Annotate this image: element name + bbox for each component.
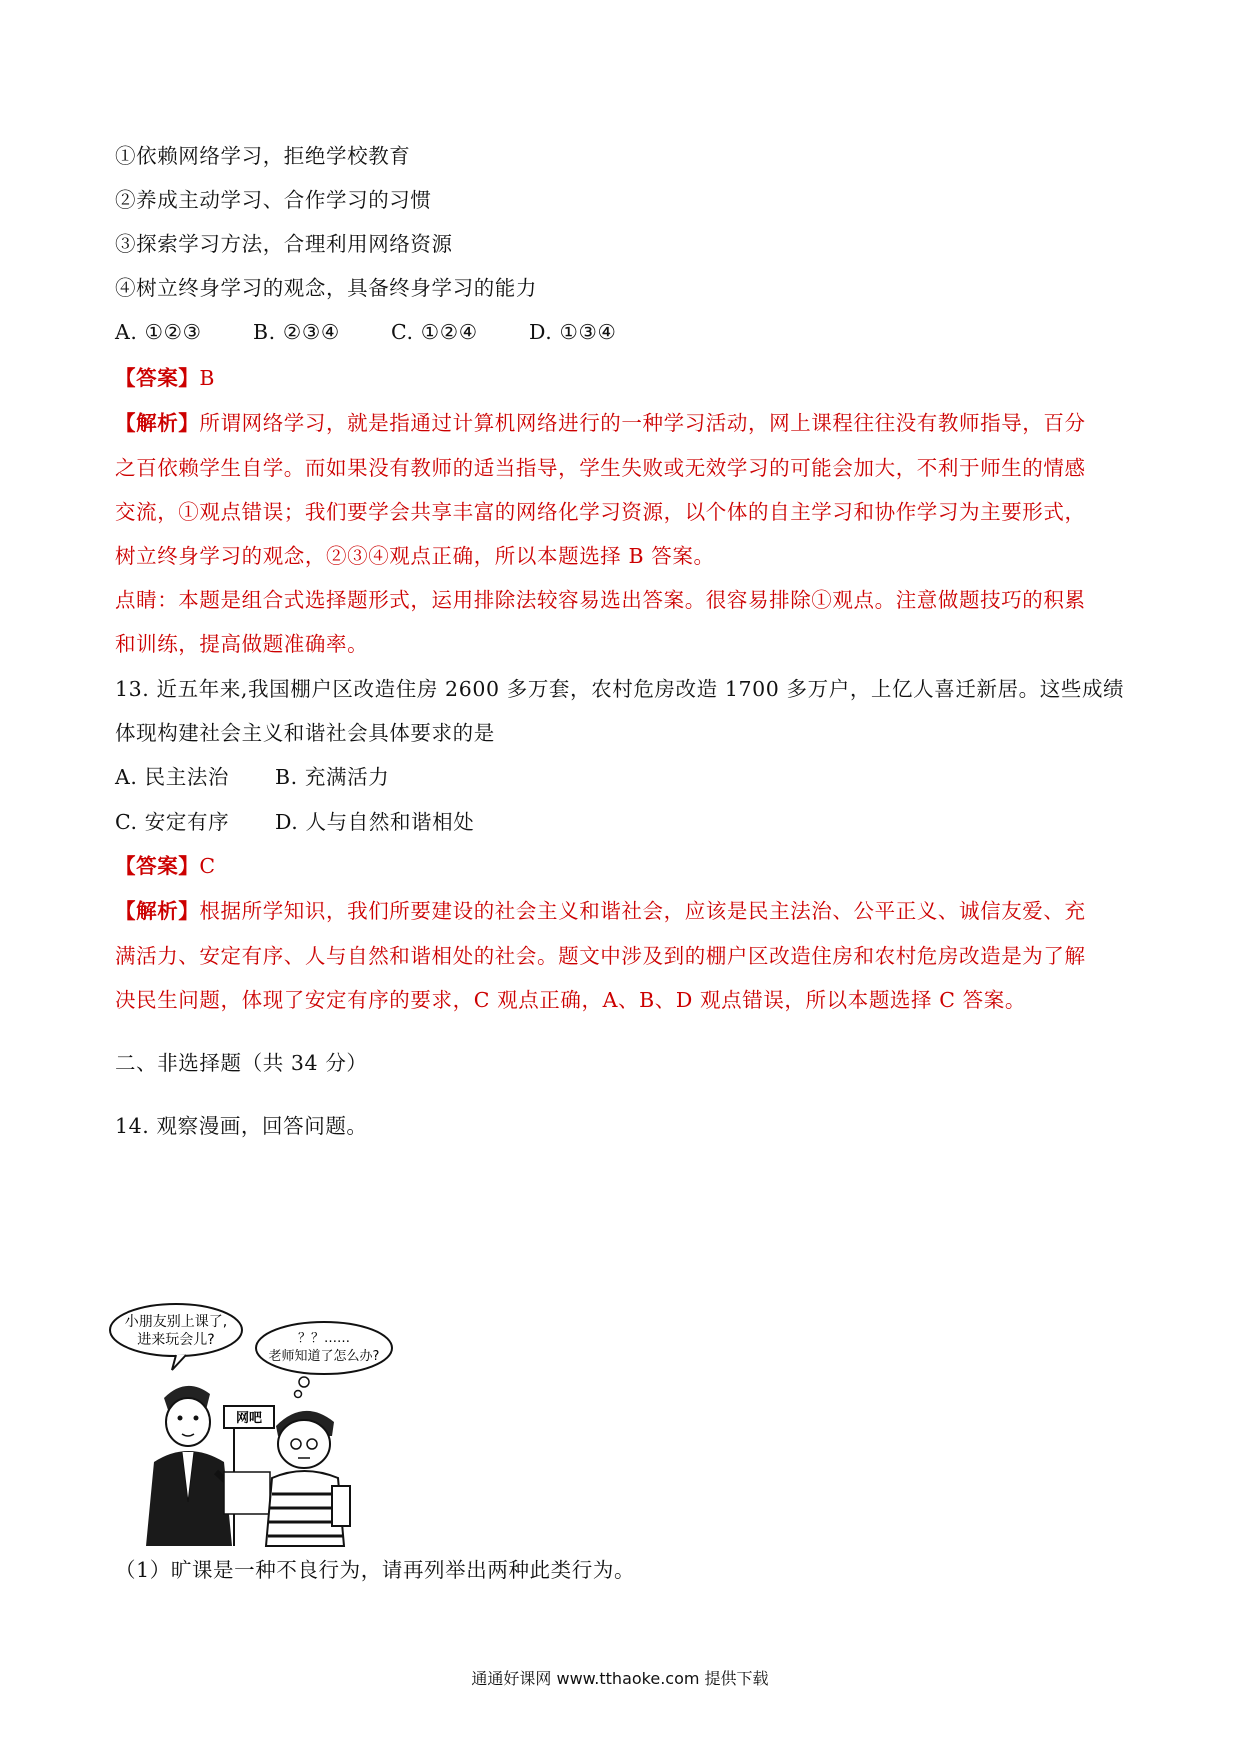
q13-choices-row-1 xyxy=(115,763,389,791)
q13-answer-value: C xyxy=(199,854,216,878)
thought-bubble-right xyxy=(256,1322,392,1374)
q12-answer-value: B xyxy=(199,366,216,390)
q12-analysis-line-4: 树立终身学习的观念，②③④观点正确，所以本题选择 B 答案。 xyxy=(115,544,715,568)
q12-option-2: ②养成主动学习、合作学习的习惯 xyxy=(115,188,432,212)
bubble-left-line-2: 进来玩会儿? xyxy=(137,1332,215,1348)
q13-analysis-line-1 xyxy=(115,897,1086,925)
q13-analysis-tag: 【解析】 xyxy=(115,899,200,923)
bubble-left-line-1: 小朋友别上课了, xyxy=(124,1314,228,1330)
q13-analysis-line-3: 决民生问题，体现了安定有序的要求，C 观点正确，A、B、D 观点错误，所以本题选择 C 答案。 xyxy=(115,988,1026,1012)
q13-answer-tag: 【答案】 xyxy=(115,854,200,878)
q12-choice-d: D. ①③④ xyxy=(529,320,617,344)
q13-choice-b: B. 充满活力 xyxy=(275,765,390,789)
q12-analysis-line-3: 交流，①观点错误；我们要学会共享丰富的网络化学习资源，以个体的自主学习和协作学习为主要形式， xyxy=(115,500,1086,524)
bubble-right-line-1: ？？…… xyxy=(297,1331,351,1346)
q12-answer-tag: 【答案】 xyxy=(115,366,200,390)
q13-analysis-line-2: 满活力、安定有序、人与自然和谐相处的社会。题文中涉及到的棚户区改造住房和农村危房改造是为了解 xyxy=(115,944,1086,968)
q12-option-1: ①依赖网络学习，拒绝学校教育 xyxy=(115,144,411,168)
q12-choice-b: B. ②③④ xyxy=(253,320,340,344)
q12-option-4: ④树立终身学习的观念，具备终身学习的能力 xyxy=(115,276,537,300)
q12-choice-a: A. ①②③ xyxy=(115,320,202,344)
q12-answer xyxy=(115,364,215,392)
q13-choice-c: C. 安定有序 xyxy=(115,810,230,834)
internet-cafe-sign xyxy=(224,1406,274,1546)
q12-option-3: ③探索学习方法，合理利用网络资源 xyxy=(115,232,453,256)
q12-choice-c: C. ①②④ xyxy=(391,320,478,344)
q13-choices-row-2 xyxy=(115,808,474,836)
bubble-right-line-2: 老师知道了怎么办? xyxy=(268,1349,380,1364)
q12-analysis-line-2: 之百依赖学生自学。而如果没有教师的适当指导，学生失败或无效学习的可能会加大，不利于师生的情感 xyxy=(115,456,1086,480)
sign-text: 网吧 xyxy=(235,1411,263,1426)
q13-answer xyxy=(115,852,216,880)
speech-bubble-left xyxy=(110,1304,242,1356)
q13-choice-d: D. 人与自然和谐相处 xyxy=(275,810,475,834)
q13-analysis-text-1: 根据所学知识，我们所要建设的社会主义和谐社会，应该是民主法治、公平正义、诚信友爱、充 xyxy=(199,899,1086,923)
q12-note-line-1: 点睛：本题是组合式选择题形式，运用排除法较容易选出答案。很容易排除①观点。注意做题技巧的积累 xyxy=(115,588,1086,612)
q12-analysis-text-1: 所谓网络学习，就是指通过计算机网络进行的一种学习活动，网上课程往往没有教师指导，百分 xyxy=(199,411,1086,435)
q14-sub-question-1: （1）旷课是一种不良行为，请再列举出两种此类行为。 xyxy=(115,1558,636,1582)
q13-stem-line-2: 体现构建社会主义和谐社会具体要求的是 xyxy=(115,721,495,745)
cartoon-illustration xyxy=(106,1302,396,1550)
q12-analysis-line-1 xyxy=(115,409,1086,437)
speech-bubble-left-tail xyxy=(172,1355,186,1370)
q13-choice-a: A. 民主法治 xyxy=(115,765,230,789)
q12-analysis-tag: 【解析】 xyxy=(115,411,200,435)
thought-dot-2 xyxy=(295,1391,302,1398)
boy-figure xyxy=(266,1411,350,1546)
thought-dot-1 xyxy=(299,1377,309,1387)
q13-stem-line-1: 13. 近五年来,我国棚户区改造住房 2600 多万套，农村危房改造 1700 多万户，上亿人喜迁新居。这些成绩 xyxy=(115,677,1125,701)
page-footer: 通通好课网 www.tthaoke.com 提供下载 xyxy=(471,1669,769,1688)
section-2-title: 二、非选择题（共 34 分） xyxy=(115,1051,368,1075)
q14-stem: 14. 观察漫画，回答问题。 xyxy=(115,1114,368,1138)
q12-note-line-2: 和训练，提高做题准确率。 xyxy=(115,632,369,656)
q12-choices xyxy=(115,318,616,346)
